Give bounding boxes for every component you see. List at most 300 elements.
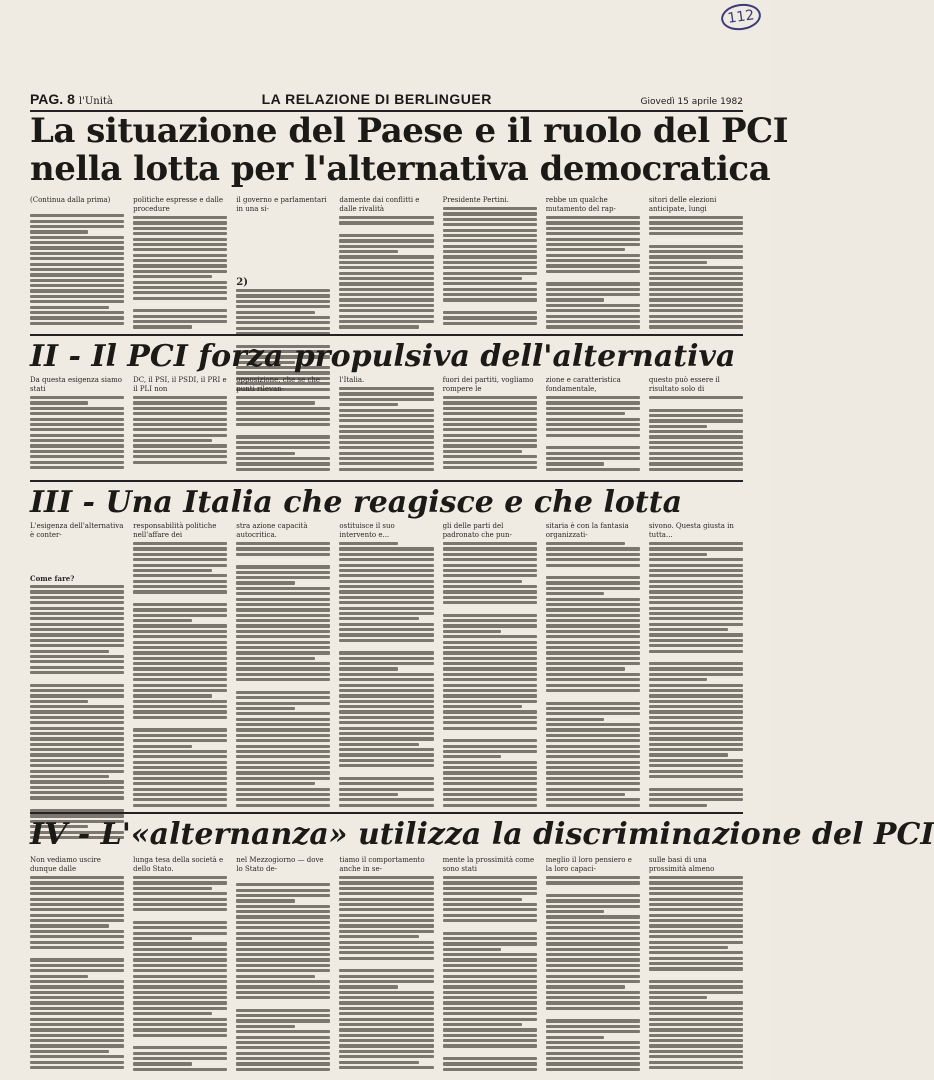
text-line (30, 289, 124, 292)
text-line (443, 721, 537, 724)
text-line (133, 1018, 227, 1021)
text-line (546, 259, 640, 262)
intro-column: Presidente Pertini. (443, 196, 537, 330)
text-line (443, 1007, 537, 1010)
text-line (236, 755, 330, 758)
text-line (236, 553, 330, 556)
text-line (546, 457, 640, 460)
text-line (236, 428, 330, 433)
handwritten-page-number: 112 (719, 1, 762, 32)
text-line (546, 254, 640, 257)
main-headline (30, 111, 789, 189)
text-line (30, 914, 124, 917)
text-line (649, 748, 743, 751)
text-line (133, 996, 227, 999)
text-line (30, 396, 124, 399)
text-line (546, 985, 625, 988)
text-line (649, 650, 743, 653)
text-line (443, 937, 537, 940)
text-line (133, 985, 227, 988)
text-line (339, 607, 433, 610)
text-line (443, 439, 537, 442)
text-line (133, 423, 227, 426)
text-line (443, 1023, 522, 1026)
text-line (236, 592, 330, 595)
text-line (546, 728, 640, 731)
text-column: responsabilità politiche nell'affare dei (133, 522, 227, 807)
text-line (649, 585, 743, 588)
text-line (546, 958, 640, 961)
text-line (546, 468, 640, 471)
text-line (236, 587, 330, 590)
text-line (443, 657, 537, 660)
text-line (443, 739, 537, 742)
text-line (133, 259, 227, 262)
text-line (133, 804, 227, 807)
text-line (649, 770, 743, 773)
text-line (30, 273, 124, 276)
text-line (133, 937, 191, 940)
text-line (649, 617, 743, 620)
text-line (30, 322, 124, 325)
text-line (443, 727, 537, 730)
text-line (649, 250, 743, 253)
text-line (649, 293, 743, 296)
text-line (339, 644, 433, 649)
text-line (236, 657, 315, 660)
text-line (339, 309, 433, 312)
text-line (443, 667, 537, 670)
text-line (30, 1034, 124, 1037)
text-line (236, 651, 330, 654)
text-line (649, 892, 743, 895)
text-line (339, 1044, 433, 1047)
page-number: PAG. 8 l'Unità (30, 91, 113, 107)
text-line (30, 423, 124, 426)
text-line (236, 412, 330, 415)
text-line (649, 304, 743, 307)
text-line (649, 962, 743, 965)
text-line (236, 630, 330, 633)
text-line (339, 662, 433, 665)
text-line (236, 980, 330, 983)
text-line (546, 320, 640, 323)
text-line (339, 227, 433, 232)
text-line (546, 569, 640, 574)
text-line (443, 596, 537, 599)
text-line (133, 667, 227, 670)
text-line (30, 418, 124, 421)
text-line (30, 284, 124, 287)
text-line (649, 759, 743, 762)
text-line (443, 229, 537, 232)
text-line (133, 227, 227, 230)
text-line (546, 232, 640, 235)
text-line (133, 302, 227, 307)
text-line (339, 996, 433, 999)
text-line (30, 644, 124, 647)
text-line (546, 887, 640, 892)
text-line (236, 614, 330, 617)
text-line (649, 793, 743, 796)
text-line (236, 457, 330, 460)
text-line (30, 710, 124, 713)
text-column: L'esigenza dell'alternativa è conter- Come fare? (30, 522, 124, 807)
text-line (649, 1007, 743, 1010)
text-line (649, 957, 743, 960)
text-line (649, 266, 743, 269)
text-line (546, 788, 640, 791)
text-line (649, 601, 743, 604)
text-line (236, 1068, 330, 1071)
text-line (30, 903, 124, 906)
text-line (30, 439, 124, 442)
text-line (339, 975, 433, 978)
text-line (133, 991, 227, 994)
text-line (546, 678, 640, 681)
text-line (443, 958, 537, 961)
text-line (133, 590, 227, 593)
text-line (133, 412, 227, 415)
text-line (649, 419, 743, 422)
text-line (133, 689, 227, 692)
text-line (30, 964, 124, 967)
text-line (546, 932, 640, 935)
text-line (339, 700, 433, 703)
text-line (546, 793, 625, 796)
text-line (30, 935, 124, 938)
text-line (649, 881, 743, 884)
text-line (133, 325, 191, 328)
text-line (236, 401, 315, 404)
text-line (339, 245, 433, 248)
text-line (443, 396, 537, 399)
text-line (546, 1046, 640, 1049)
text-line (649, 908, 743, 911)
text-line (649, 409, 743, 412)
text-line (649, 425, 707, 428)
text-line (443, 684, 537, 687)
text-line (236, 542, 330, 545)
text-line (339, 657, 433, 660)
text-line (443, 558, 537, 561)
text-line (339, 457, 433, 460)
text-line (649, 700, 743, 703)
text-line (133, 238, 227, 241)
text-line (546, 1012, 640, 1017)
text-line (339, 266, 433, 269)
text-line (649, 396, 743, 399)
text-line (546, 439, 640, 444)
text-line (443, 569, 537, 572)
text-line (236, 712, 330, 715)
text-line (236, 1009, 330, 1012)
text-line (133, 969, 227, 972)
text-line (443, 969, 537, 972)
text-line (649, 288, 743, 291)
text-line (443, 641, 537, 644)
text-line (236, 598, 330, 601)
text-line (546, 418, 640, 421)
text-line (546, 641, 640, 644)
text-line (133, 624, 227, 627)
text-line (30, 401, 88, 404)
text-line (339, 782, 433, 785)
text-line (649, 689, 743, 692)
text-line (133, 320, 227, 323)
text-line (339, 468, 433, 471)
text-line (649, 1039, 743, 1042)
text-line (443, 607, 537, 612)
text-line (236, 964, 330, 967)
text-line (236, 396, 330, 399)
text-line (30, 716, 124, 719)
text-line (133, 788, 227, 791)
text-line (30, 263, 124, 266)
text-line (443, 788, 537, 791)
text-line (443, 266, 537, 269)
text-line (30, 230, 88, 233)
text-line (30, 207, 124, 212)
text-line (236, 305, 330, 308)
text-line (443, 771, 537, 774)
text-line (546, 969, 640, 972)
text-line (236, 718, 330, 721)
text-line (649, 967, 743, 970)
text-line (30, 633, 124, 636)
text-line (443, 919, 537, 922)
text-line (236, 702, 330, 705)
text-line (649, 596, 743, 599)
section-II-body (30, 376, 743, 476)
text-line (546, 603, 640, 606)
text-line (443, 412, 537, 415)
text-line (236, 1030, 330, 1033)
text-line (30, 628, 124, 631)
text-line (133, 1034, 227, 1037)
text-line (443, 553, 537, 556)
text-line (236, 624, 330, 627)
text-line (546, 315, 640, 318)
text-line (443, 407, 537, 410)
text-column: DC, il PSI, il PSDI, il PRI e il PLI non (133, 376, 227, 476)
intro-column: sitori delle elezioni anticipate, lungi (649, 196, 743, 330)
text-line (443, 881, 537, 884)
text-line (30, 1050, 109, 1053)
text-line (546, 734, 640, 737)
text-line (443, 1044, 537, 1047)
text-line (339, 547, 433, 550)
text-line (546, 771, 640, 774)
text-line (339, 721, 433, 724)
text-line (30, 748, 124, 751)
text-line (30, 791, 124, 794)
text-line (236, 942, 330, 945)
masthead (30, 86, 743, 112)
text-line (236, 468, 330, 471)
text-column: zione e caratteristica fondamentale, (546, 376, 640, 476)
text-line (546, 926, 640, 929)
text-line (649, 325, 743, 328)
text-column: Non vediamo uscire dunque dalle (30, 856, 124, 1074)
text-line (339, 689, 433, 692)
text-line (133, 1046, 227, 1049)
text-line (339, 892, 433, 895)
text-line (546, 608, 640, 611)
text-line (30, 946, 124, 949)
text-line (236, 289, 330, 292)
text-line (649, 985, 743, 988)
text-line (546, 646, 640, 649)
text-line (133, 876, 227, 879)
text-line (339, 684, 433, 687)
text-column: meglio il loro pensiero e la loro capaci- (546, 856, 640, 1074)
text-line (546, 948, 640, 951)
text-line (443, 601, 537, 604)
text-line (30, 743, 124, 746)
text-column: Da questa esigenza siamo stati (30, 376, 124, 476)
text-line (339, 1001, 433, 1004)
text-line (443, 450, 522, 453)
text-line (236, 452, 294, 455)
text-line (649, 623, 743, 626)
text-line (133, 678, 227, 681)
text-line (133, 281, 227, 284)
text-line (30, 607, 124, 610)
text-line (649, 414, 743, 417)
text-line (339, 673, 433, 676)
text-line (649, 914, 743, 917)
text-line (339, 924, 433, 927)
text-line (236, 750, 330, 753)
text-line (133, 1052, 227, 1055)
text-line (546, 964, 640, 967)
text-line (546, 227, 640, 230)
text-line (443, 798, 537, 801)
text-line (443, 461, 537, 464)
text-line (30, 919, 124, 922)
text-line (546, 1041, 640, 1044)
text-line (236, 734, 330, 737)
text-line (30, 958, 124, 961)
text-line (133, 646, 227, 649)
text-line (133, 662, 227, 665)
text-line (30, 1028, 124, 1031)
text-line (133, 547, 227, 550)
text-line (339, 542, 397, 545)
text-column: sivono. Questa giusta in tutta... (649, 522, 743, 807)
text-line (649, 542, 743, 545)
text-column: stra azione capacità autocritica. (236, 522, 330, 807)
text-line (133, 1007, 227, 1010)
text-line (546, 243, 640, 246)
text-line (339, 617, 418, 620)
text-line (649, 980, 743, 983)
text-line (236, 300, 330, 303)
text-line (649, 639, 743, 642)
text-line (443, 590, 537, 593)
text-line (443, 293, 537, 296)
text-line (236, 1001, 330, 1006)
text-line (339, 1018, 433, 1021)
text-line (339, 250, 397, 253)
text-line (133, 980, 227, 983)
text-line (30, 780, 124, 783)
text-line (339, 1023, 433, 1026)
text-line (236, 646, 330, 649)
text-line (339, 387, 433, 390)
text-line (339, 1055, 433, 1058)
text-line (339, 221, 433, 224)
text-line (236, 899, 294, 902)
intro-body (30, 196, 743, 330)
text-line (649, 667, 743, 670)
text-line (30, 1001, 124, 1004)
text-line (236, 728, 330, 731)
text-line (30, 612, 124, 615)
text-line (133, 700, 227, 703)
text-line (30, 585, 124, 588)
text-line (443, 1050, 537, 1055)
text-line (30, 450, 124, 453)
text-line (339, 409, 433, 412)
text-line (133, 766, 227, 769)
text-line (133, 315, 227, 318)
text-line (443, 793, 537, 796)
text-line (443, 277, 522, 280)
text-line (339, 239, 433, 242)
text-line (649, 1055, 743, 1058)
text-line (443, 234, 537, 237)
text-line (443, 423, 537, 426)
text-line (236, 996, 330, 999)
text-line (30, 295, 124, 298)
text-line (339, 969, 433, 972)
text-line (236, 793, 330, 796)
text-line (30, 908, 124, 911)
text-line (339, 435, 433, 438)
text-line (443, 455, 537, 458)
text-line (546, 238, 640, 241)
text-line (133, 439, 212, 442)
text-line (30, 1055, 124, 1058)
text-line (236, 558, 330, 563)
text-line (339, 962, 433, 967)
text-line (339, 770, 433, 775)
text-line (546, 221, 640, 224)
text-line (649, 1066, 743, 1069)
text-line (133, 574, 227, 577)
text-line (339, 903, 433, 906)
text-line (649, 737, 743, 740)
text-line (649, 261, 707, 264)
text-line (339, 1061, 418, 1064)
text-column: lunga tesa della società e dello Stato. (133, 856, 227, 1074)
text-line (339, 574, 433, 577)
text-line (30, 985, 124, 988)
text-line (443, 755, 501, 758)
text-line (339, 414, 433, 417)
text-line (339, 1066, 433, 1069)
text-line (236, 1041, 330, 1044)
text-line (30, 650, 109, 653)
text-line (339, 425, 433, 428)
text-line (443, 272, 537, 275)
text-line (443, 716, 537, 719)
text-line (339, 732, 433, 735)
text-line (30, 623, 124, 626)
text-line (546, 745, 640, 748)
